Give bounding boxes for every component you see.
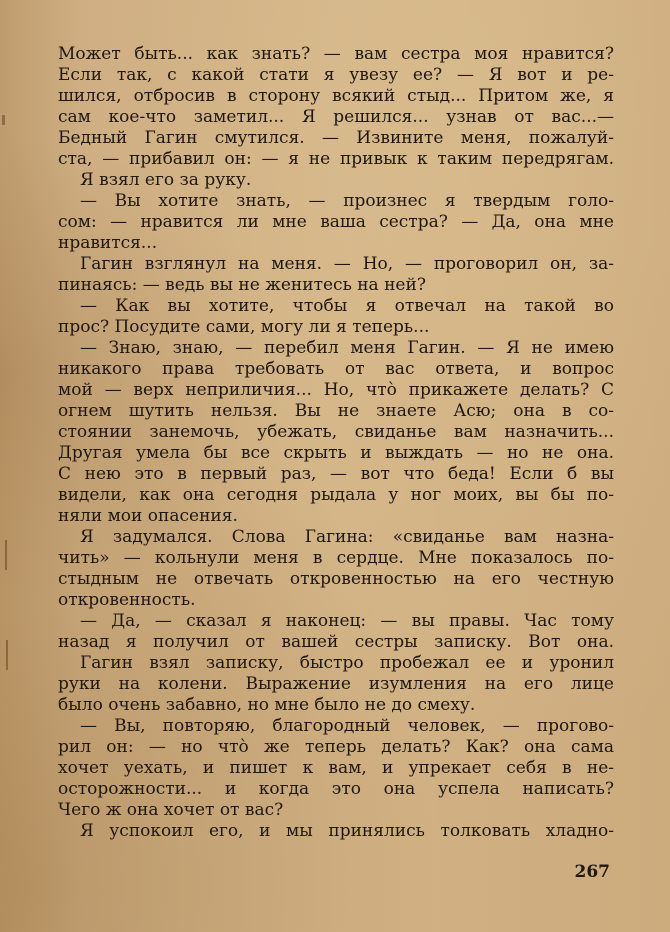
text-line: хочет уехать, и пишет к вам, и упрекает себя в не- xyxy=(58,758,614,778)
text-line: пинаясь: — ведь вы не женитесь на ней? xyxy=(58,275,426,295)
text-line: чить» — кольнули меня в сердце. Мне показалось по- xyxy=(58,548,614,568)
text-line: никакого права требовать от вас ответа, и вопрос xyxy=(58,359,614,379)
text-line: Другая умела бы все скрыть и выждать — но не она. xyxy=(58,443,614,463)
text-line: Бедный Гагин смутился. — Извините меня, пожалуй- xyxy=(58,128,614,148)
paper-stain xyxy=(6,640,8,670)
text-line: сом: — нравится ли мне ваша сестра? — Да, она мне xyxy=(58,212,614,232)
text-line: Если так, с какой стати я увезу ее? — Я вот и ре- xyxy=(58,65,614,85)
text-line: назад я получил от вашей сестры записку. Вот она. xyxy=(58,632,614,652)
text-line: Гагин взглянул на меня. — Но, — проговорил он, за- xyxy=(80,254,614,274)
text-line: прос? Посудите сами, могу ли я теперь... xyxy=(58,317,430,337)
text-line: видели, как она сегодня рыдала у ног моих, вы бы по- xyxy=(58,485,614,505)
text-line: огнем шутить нельзя. Вы не знаете Асю; она в со- xyxy=(58,401,614,421)
text-line: Я успокоил его, и мы принялись толковать хладно- xyxy=(80,821,614,841)
book-page-text xyxy=(58,44,614,842)
page-number: 267 xyxy=(574,862,610,882)
paper-stain xyxy=(5,540,7,570)
text-line: стыдным не отвечать откровенностью на его честную xyxy=(58,569,614,589)
text-line: — Да, — сказал я наконец: — вы правы. Час тому xyxy=(80,611,614,631)
text-line: руки на колени. Выражение изумления на его лице xyxy=(58,674,614,694)
text-line: няли мои опасения. xyxy=(58,506,238,526)
paper-stain xyxy=(2,115,5,125)
text-line: — Как вы хотите, чтобы я отвечал на такой во xyxy=(80,296,614,316)
text-line: рил он: — но что̀ же теперь делать? Как? она сама xyxy=(58,737,614,757)
text-line: — Вы хотите знать, — произнес я твердым голо- xyxy=(80,191,614,211)
text-line: С нею это в первый раз, — вот что беда! Если б вы xyxy=(58,464,614,484)
text-line: Я взял его за руку. xyxy=(80,170,252,190)
text-line: откровенность. xyxy=(58,590,196,610)
text-line: Может быть... как знать? — вам сестра моя нравится? xyxy=(58,44,614,64)
text-line: осторожности... и когда это она успела написать? xyxy=(58,779,614,799)
text-line: — Вы, повторяю, благородный человек, — прогово- xyxy=(80,716,614,736)
text-line: было очень забавно, но мне было не до смеху. xyxy=(58,695,476,715)
text-line: ста, — прибавил он: — я не привык к таким передрягам. xyxy=(58,149,614,169)
text-line: Я задумался. Слова Гагина: «свиданье вам назна- xyxy=(80,527,614,547)
text-line: сам кое-что заметил... Я решился... узнав от вас...— xyxy=(58,107,614,127)
text-line: Гагин взял записку, быстро пробежал ее и уронил xyxy=(80,653,614,673)
text-line: шился, отбросив в сторону всякий стыд... Притом же, я xyxy=(58,86,614,106)
text-line: Чего ж она хочет от вас? xyxy=(58,800,284,820)
text-line: нравится... xyxy=(58,233,158,253)
text-line: мой — верх неприличия... Но, что̀ прикажете делать? С xyxy=(58,380,614,400)
text-line: стоянии занемочь, убежать, свиданье вам назначить... xyxy=(58,422,614,442)
text-line: — Знаю, знаю, — перебил меня Гагин. — Я не имею xyxy=(80,338,614,358)
